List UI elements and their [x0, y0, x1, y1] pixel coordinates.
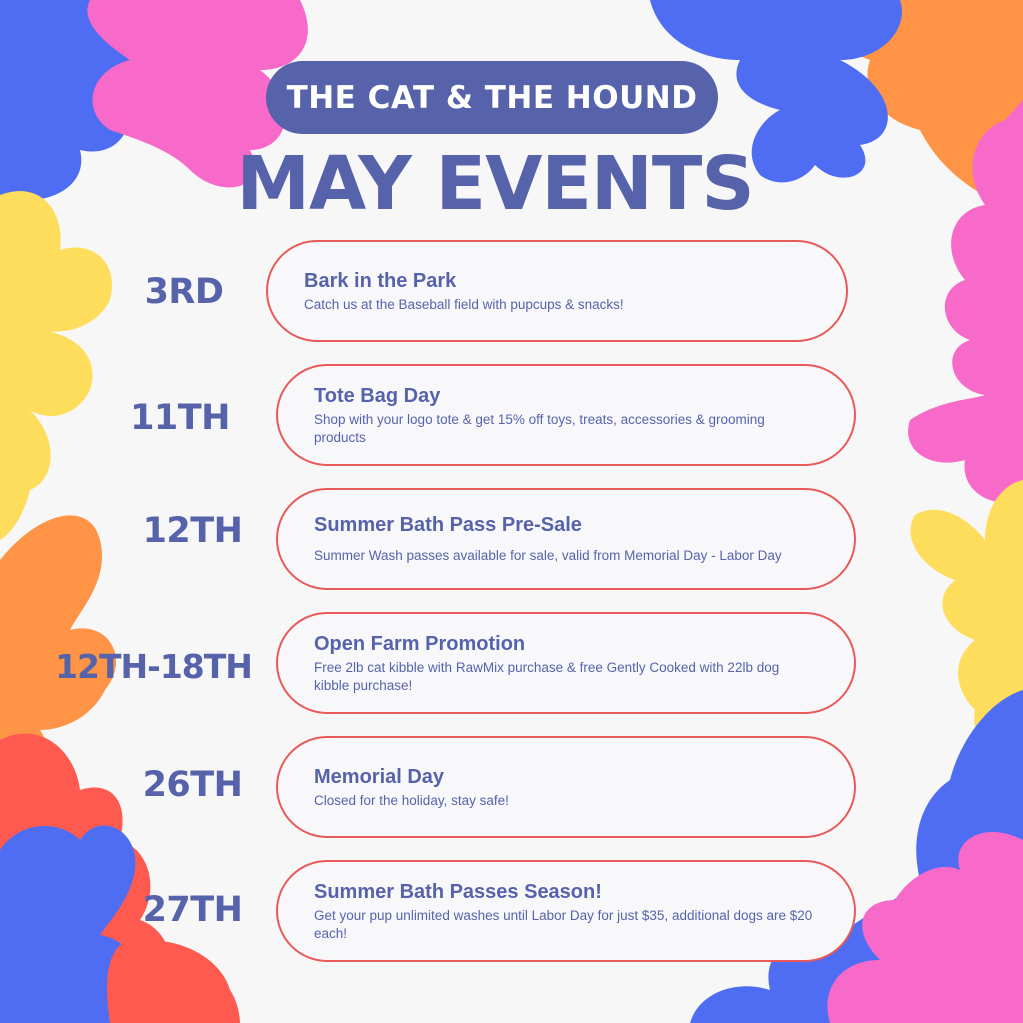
event-date: 12TH	[142, 511, 243, 551]
event-date: 3RD	[144, 272, 224, 312]
brand-name: THE CAT & THE HOUND	[286, 79, 698, 116]
event-description: Get your pup unlimited washes until Labor Day for just $35, additional dogs are $20 each!	[314, 907, 813, 941]
event-card	[276, 612, 856, 714]
event-title: Memorial Day	[314, 765, 445, 788]
event-description: Catch us at the Baseball field with pupcups & snacks!	[304, 296, 624, 312]
event-date: 27TH	[142, 890, 243, 930]
event-date: 26TH	[142, 765, 243, 805]
event-card	[276, 736, 856, 838]
event-title: Summer Bath Pass Pre-Sale	[314, 514, 582, 536]
yellow-flower-left	[0, 191, 112, 540]
event-card	[276, 364, 856, 466]
event-title: Summer Bath Passes Season!	[314, 880, 602, 903]
brand-banner	[266, 61, 718, 134]
event-description: Summer Wash passes available for sale, valid from Memorial Day - Labor Day	[314, 548, 782, 563]
red-blob-bottom	[107, 941, 240, 1023]
event-title: Open Farm Promotion	[314, 632, 526, 655]
event-date: 11TH	[130, 398, 230, 438]
event-description: Closed for the holiday, stay safe!	[314, 792, 509, 808]
event-card	[276, 488, 856, 590]
event-title: Tote Bag Day	[314, 384, 441, 407]
event-description: Free 2lb cat kibble with RawMix purchase & free Gently Cooked with 22lb dog kibble purchase!	[314, 659, 780, 693]
event-title: Bark in the Park	[304, 269, 457, 292]
event-card	[266, 240, 848, 342]
event-card	[276, 860, 856, 962]
page-title: MAY EVENTS	[236, 141, 754, 227]
event-date: 12TH-18TH	[55, 647, 252, 686]
event-description: Shop with your logo tote & get 15% off toys, treats, accessories & grooming products	[314, 411, 765, 445]
